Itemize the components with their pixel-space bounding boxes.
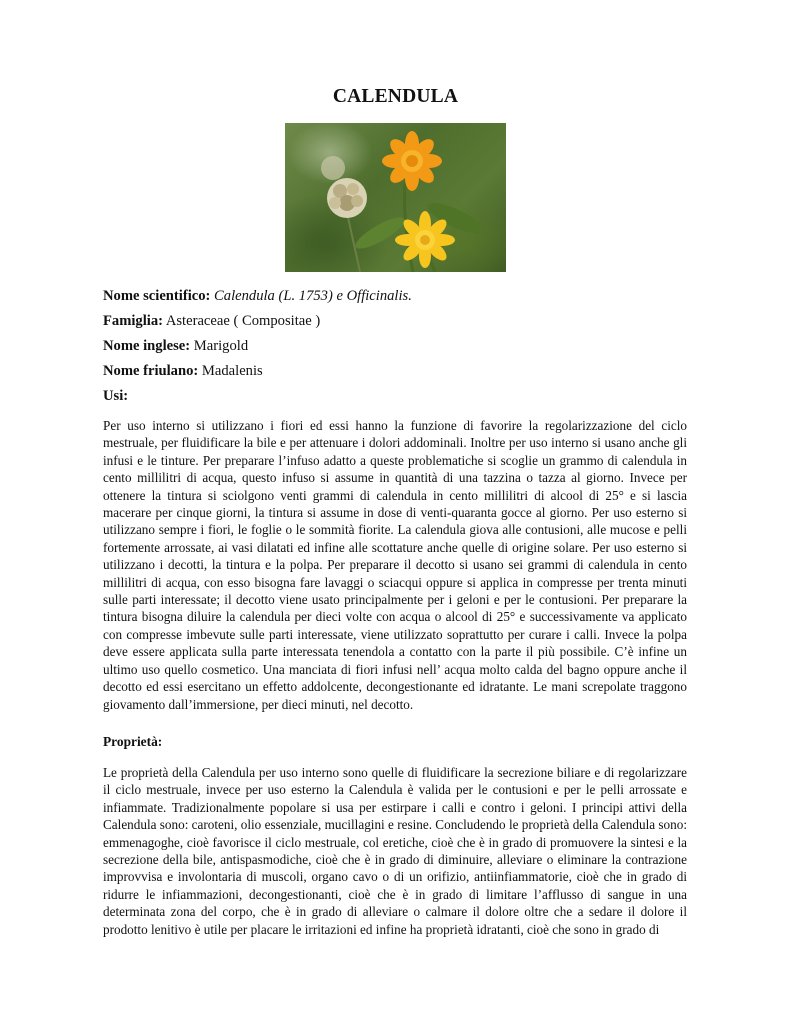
field-label: Famiglia: [103,313,163,329]
properties-paragraph: Le proprietà della Calendula per uso interno sono quelle di fluidificare la secrezione biliare e di regolarizzare il ciclo mestruale, invece per uso esterno la Calendula è valida per le contusioni e per le pelli arrossate e infiammate. Tradizionalmente popolare si usa per estirpare i calli e contro i geloni. I principi attivi della Calendula sono: caroteni, olio essenziale, mucillagini e resine. Concludendo le proprietà della Calendula sono: emmenagoghe, cioè favorisce il ciclo mestruale, col eretiche, cioè che è in grado di promuovere la sintesi e la secrezione della bile, antispasmodiche, cioè che è in grado di diminuire, alleviare o eliminare la contrazione improvvisa e involontaria di muscoli, organo cavo o di un orifizio, antiinfiammatorie, cioè che in grado di ridurre le infiammazioni, decongestionanti, cioè che è in grado di limitare l’afflusso di sangue in una determinata zona del corpo, che è in grado di alleviare o calmare il dolore oltre che a sedare il dolore il prodotto lenitivo è utile per placare le irritazioni ed infine ha proprietà idratanti, cioè che sono in grado di [103,765,687,937]
field-uses [103,387,693,412]
field-value: Calendula (L. 1753) e Officinalis. [214,288,412,304]
field-label: Nome inglese: [103,338,191,354]
field-label: Nome scientifico: [103,288,211,304]
field-label: Nome friulano: [103,363,199,379]
field-value: Madalenis [201,363,263,379]
field-scientific-name [103,287,693,312]
field-family [103,312,693,337]
uses-paragraph: Per uso interno si utilizzano i fiori ed essi hanno la funzione di favorire la regolarizzazione del ciclo mestruale, per fluidificare la bile e per attenuare i dolori addominali. Inoltre per uso interno si usano anche gli infusi e le tinture. Per preparare l’infuso adatto a queste problematiche si scoglie un grammo di calendula in cento millilitri di acqua, questo infuso si assume in quantità di una tazzina o tazza al giorno. Invece per ottenere la tintura si sciolgono venti grammi di calendula in cento millilitri di alcool di 25° e si lascia macerare per cinque giorni, la tintura si assume in dose di venti-quaranta gocce al giorno. Per uso esterno si utilizzano sempre i fiori, le foglie o le sommità fiorite. La calendula giova alle contusioni, alle mucose e pelli fortemente arrossate, ai vasi dilatati ed infine alle scottature anche quelle di origine solare. Per uso esterno si utilizzano i decotti, la tintura e la polpa. Per preparare il decotto si usano sei grammi di calendula in cento millilitri di acqua, con esso bisogna fare lavaggi o sciacqui oppure si applica in compresse per trenta minuti sulle parti interessate; il decotto viene usato principalmente per i geloni e per le contusioni. Per preparare la tintura bisogna diluire la calendula per dieci volte con acqua o alcool di 25° e successivamente va applicato con compresse imbevute sulle parti interessate, viene utilizzato soprattutto per curare i calli. Invece la polpa deve essere applicata sulla parte interessata tenendola a contatto con la parte il più possibile. C’è infine un ultimo uso quello cosmetico. Una manciata di fiori infusi nell’ acqua molto calda del bagno oppure anche il decotto ed essi esercitano un effetto addolcente, decongestionante ed idratante. Le mani screpolate traggono giovamento dall’immersione, per dieci minuti, nel decotto. [103,418,687,712]
field-english-name [103,337,693,362]
properties-heading: Proprietà: [103,734,163,749]
field-friulian-name [103,362,693,387]
calendula-photo [285,123,506,272]
plant-fields [103,287,693,412]
page-title: CALENDULA [332,86,459,107]
field-value: Asteraceae ( Compositae ) [165,313,321,329]
field-value: Marigold [193,338,249,354]
field-label: Usi: [103,388,129,404]
